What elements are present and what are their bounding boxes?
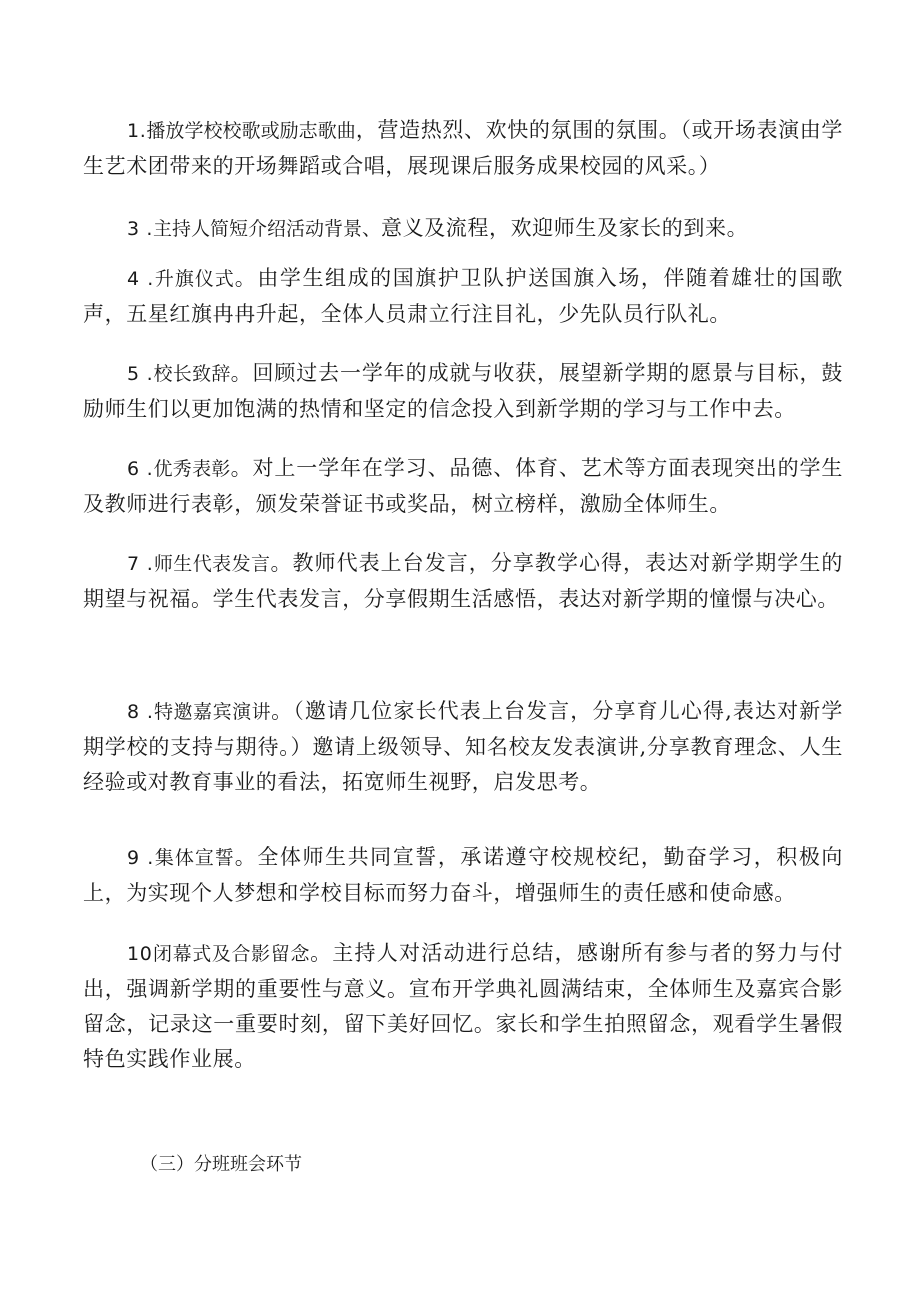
item-lead: 主持人简短介绍活动背景、 (152, 218, 381, 240)
paragraph-8 (83, 694, 843, 800)
item-lead: 特邀嘉宾演讲 (153, 701, 272, 723)
item-body: 。主持人对活动进行总结，感谢所有参与者的努力与付出，强调新学期的重要性与意义。宣布开学典礼圆满结束，全体师生及嘉宾合影留念，记录这一重要时刻，留下美好回忆。家长和学生拍照留念，观看学生暑假特色实践作业展。 (83, 941, 843, 1071)
item-body: 。由学生组成的国旗护卫队护送国旗入场，伴随着雄壮的国歌声，五星红旗冉冉升起，全体人员肃立行注目礼，少先队员行队礼。 (83, 266, 843, 326)
item-lead: 师生代表发言 (153, 553, 271, 575)
item-lead: 优秀表彰 (153, 458, 231, 480)
item-lead: 集体宣誓 (153, 847, 235, 869)
paragraph-1 (83, 113, 843, 184)
item-body: 意义及流程，欢迎师生及家长的到来。 (380, 216, 749, 240)
paragraph-10 (83, 936, 843, 1077)
paragraph-5 (83, 356, 843, 427)
paragraph-7 (83, 546, 843, 617)
section-heading: （三）分班班会环节 (140, 1154, 302, 1175)
paragraph-9 (83, 840, 843, 911)
item-number: 7 . (127, 553, 154, 575)
item-body: ，营造热烈、欢快的氛围的氛围。（或开场表演由学生艺术团带来的开场舞蹈或合唱，展现课后服务成果校园的风采。） (83, 118, 843, 178)
paragraph-4 (83, 261, 843, 332)
item-lead: 升旗仪式 (153, 268, 235, 290)
item-number: 1. (127, 120, 147, 142)
paragraph-6 (83, 451, 843, 522)
item-lead: 播放学校校歌或励志歌曲 (146, 120, 356, 142)
item-number: 3 . (127, 218, 153, 240)
item-lead: 闭幕式及合影留念 (152, 943, 311, 965)
item-number: 10 (127, 943, 153, 965)
item-number: 8 . (127, 701, 154, 723)
item-number: 4 . (127, 268, 154, 290)
item-body: 。（邀请几位家长代表上台发言，分享育儿心得,表达对新学期学校的支持与期待。）邀请上级领导、知名校友发表演讲,分享教育理念、人生经验或对教育事业的看法，拓宽师生视野，启发思考。 (83, 699, 844, 794)
item-number: 5 . (127, 363, 154, 385)
item-body: 。教师代表上台发言，分享教学心得，表达对新学期学生的期望与祝福。学生代表发言，分享假期生活感悟，表达对新学期的憧憬与决心。 (83, 551, 843, 611)
item-number: 9 . (127, 847, 154, 869)
item-number: 6 . (127, 458, 154, 480)
item-body: 。全体师生共同宣誓，承诺遵守校规校纪，勤奋学习，积极向上，为实现个人梦想和学校目标而努力奋斗，增强师生的责任感和使命感。 (83, 845, 843, 905)
item-body: 。对上一学年在学习、品德、体育、艺术等方面表现突出的学生及教师进行表彰，颁发荣誉证书或奖品，树立榜样，激励全体师生。 (83, 456, 843, 516)
item-body: 。回顾过去一学年的成就与收获，展望新学期的愿景与目标，鼓励师生们以更加饱满的热情和坚定的信念投入到新学期的学习与工作中去。 (83, 361, 843, 421)
paragraph-3 (83, 211, 843, 247)
item-lead: 校长致辞 (153, 363, 231, 385)
